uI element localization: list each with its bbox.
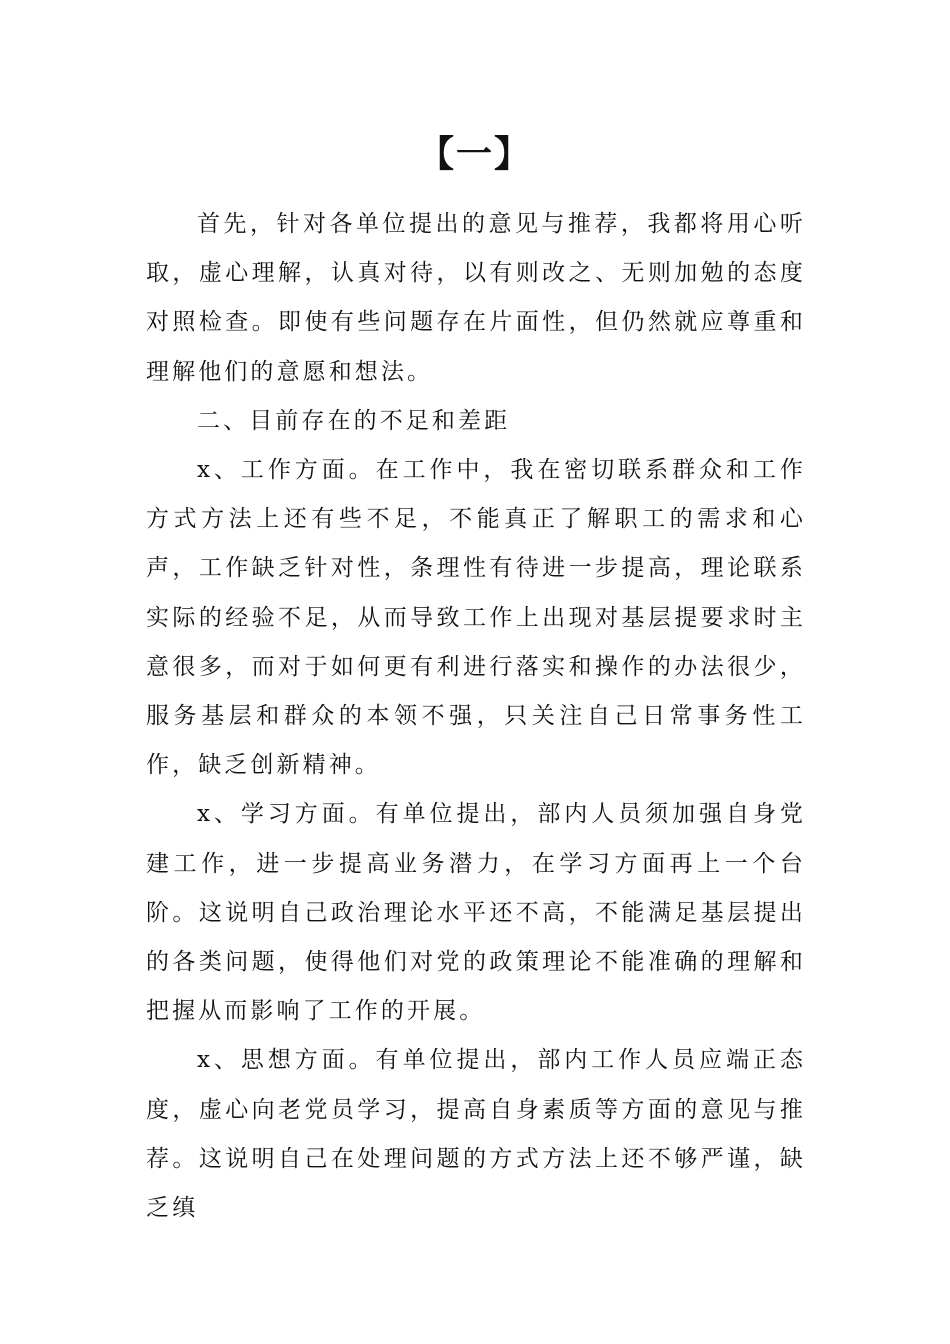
document-heading: 【一】 xyxy=(417,133,532,175)
paragraph-intro: 首先，针对各单位提出的意见与推荐，我都将用心听取，虚心理解，认真对待，以有则改之、无则加勉的态度对照检查。即使有些问题存在片面性，但仍然就应尊重和理解他们的意愿和想法。 xyxy=(146,211,806,385)
document-body xyxy=(146,200,806,1233)
paragraph-study: x、学习方面。有单位提出，部内人员须加强自身党建工作，进一步提高业务潜力，在学习方面再上一个台阶。这说明自己政治理论水平还不高，不能满足基层提出的各类问题，使得他们对党的政策理论不能准确的理解和把握从而影响了工作的开展。 xyxy=(146,801,806,1025)
paragraph-thought: x、思想方面。有单位提出，部内工作人员应端正态度，虚心向老党员学习，提高自身素质等方面的意见与推荐。这说明自己在处理问题的方式方法上还不够严谨，缺乏缜 xyxy=(146,1047,806,1222)
paragraph-work: x、工作方面。在工作中，我在密切联系群众和工作方式方法上还有些不足，不能真正了解职工的需求和心声，工作缺乏针对性，条理性有待进一步提高，理论联系实际的经验不足，从而导致工作上出现对基层提要求时主意很多，而对于如何更有利进行落实和操作的办法很少，服务基层和群众的本领不强，只关注自己日常事务性工作，缺乏创新精神。 xyxy=(146,457,806,779)
section-heading-shortcomings: 二、目前存在的不足和差距 xyxy=(197,407,511,434)
